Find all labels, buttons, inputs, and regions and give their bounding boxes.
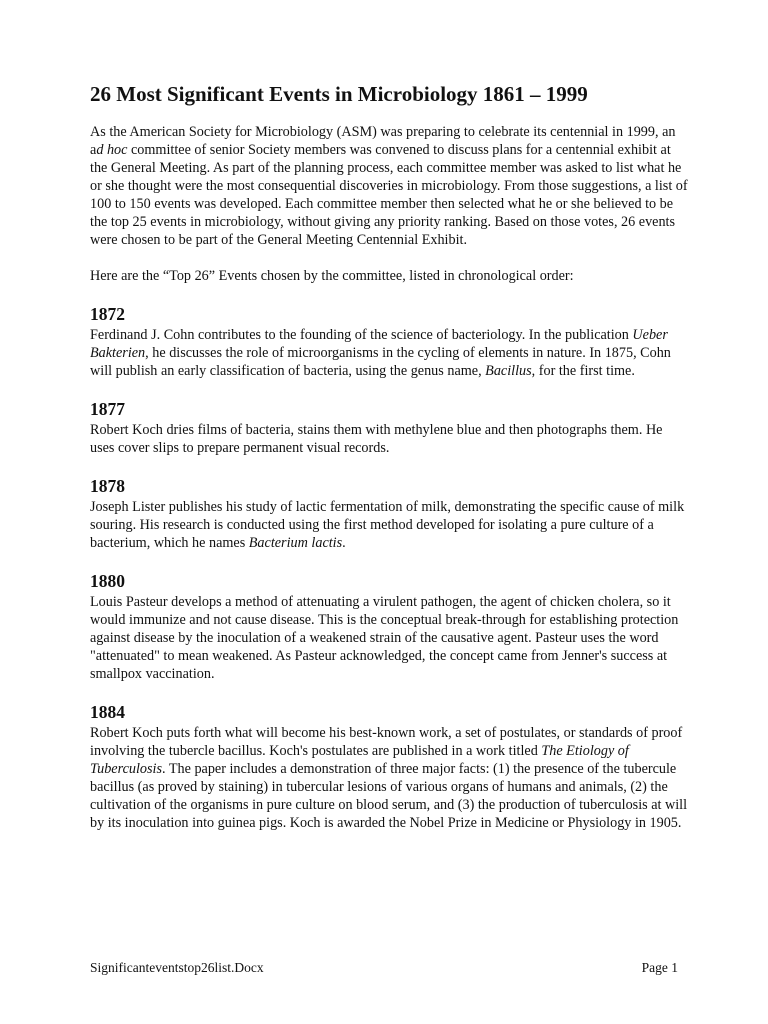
event-year: 1884: [90, 702, 125, 723]
document-title: 26 Most Significant Events in Microbiology 1861 – 1999: [90, 82, 588, 106]
intro-paragraph: [90, 123, 690, 249]
event-description: Louis Pasteur develops a method of attenuating a virulent pathogen, the agent of chicken cholera, so it would immunize and not cause disease. This is the conceptual break-through for establishing protection against disease by the inoculation of a weakened strain of the causative agent. Pasteur uses the word "attenuated" to mean weakened. As Pasteur acknowledged, the concept came from Jenner's success at smallpox vaccination.: [90, 594, 679, 683]
event-italic: Bacillus: [485, 363, 532, 380]
intro-text-2: committee of senior Society members was convened to discuss plans for a centennial exhibit at the General Meeting. As part of the planning process, each committee member was asked to list what he or she thought were the most consequential discoveries in microbiology. From those suggestions, a list of 100 to 150 events was developed. Each committee member then selected what he or she believed to be the top 25 events in microbiology, without giving any priority ranking. Based on those votes, 26 events were chosen to be part of the General Meeting Centennial Exhibit.: [90, 142, 688, 249]
event-year: 1872: [90, 304, 125, 325]
event-text: Ferdinand J. Cohn contributes to the founding of the science of bacteriology. In the publication: [90, 327, 633, 344]
event-1884: [90, 702, 690, 832]
event-year: 1880: [90, 571, 125, 592]
event-italic: Ueber Bakterien: [90, 327, 668, 362]
footer-filename: Significanteventstop26list.Docx: [90, 960, 264, 975]
intro-italic: d hoc: [96, 142, 128, 159]
page-footer: [90, 960, 678, 976]
event-text: Joseph Lister publishes his study of lactic fermentation of milk, demonstrating the specific cause of milk souring. His research is conducted using the first method developed for isolating a pure culture of a bacterium, which he names: [90, 499, 685, 552]
footer-page-number: Page 1: [641, 960, 678, 975]
event-1872: [90, 304, 690, 380]
event-year: 1877: [90, 399, 125, 420]
event-1877: [90, 399, 690, 457]
event-text: . The paper includes a demonstration of three major facts: (1) the presence of the tubercule bacillus (as proved by staining) in tubercular lesions of various organs of humans and animals, (2) the cultivation of the organisms in pure culture on blood serum, and (3) the production of tuberculosis at will by its inoculation into guinea pigs. Koch is awarded the Nobel Prize in Medicine or Physiology in 1905.: [90, 761, 688, 832]
event-italic: Bacterium lactis: [248, 535, 343, 552]
event-1880: [90, 571, 690, 683]
event-italic: The Etiology of Tuberculosis: [90, 743, 629, 778]
event-text: , he discusses the role of microorganisms in the cycling of elements in nature. In 1875, Cohn will publish an early classification of bacteria, using the genus name,: [90, 345, 671, 380]
lead-paragraph: Here are the “Top 26” Events chosen by the committee, listed in chronological order:: [90, 268, 574, 285]
event-year: 1878: [90, 476, 125, 497]
event-text: , for the first time.: [531, 363, 635, 380]
document-page: [90, 82, 690, 851]
event-1878: [90, 476, 690, 552]
intro-text-1: As the American Society for Microbiology (ASM) was preparing to celebrate its centennial in 1999, an a: [90, 124, 676, 159]
event-description: Robert Koch dries films of bacteria, stains them with methylene blue and then photographs them. He uses cover slips to prepare permanent visual records.: [90, 422, 663, 457]
event-description: [90, 724, 690, 832]
event-description: [90, 498, 690, 552]
event-description: [90, 326, 690, 380]
event-text: .: [342, 535, 346, 552]
event-text: Robert Koch puts forth what will become his best-known work, a set of postulates, or standards of proof involving the tubercle bacillus. Koch's postulates are published in a work titled: [90, 725, 683, 760]
